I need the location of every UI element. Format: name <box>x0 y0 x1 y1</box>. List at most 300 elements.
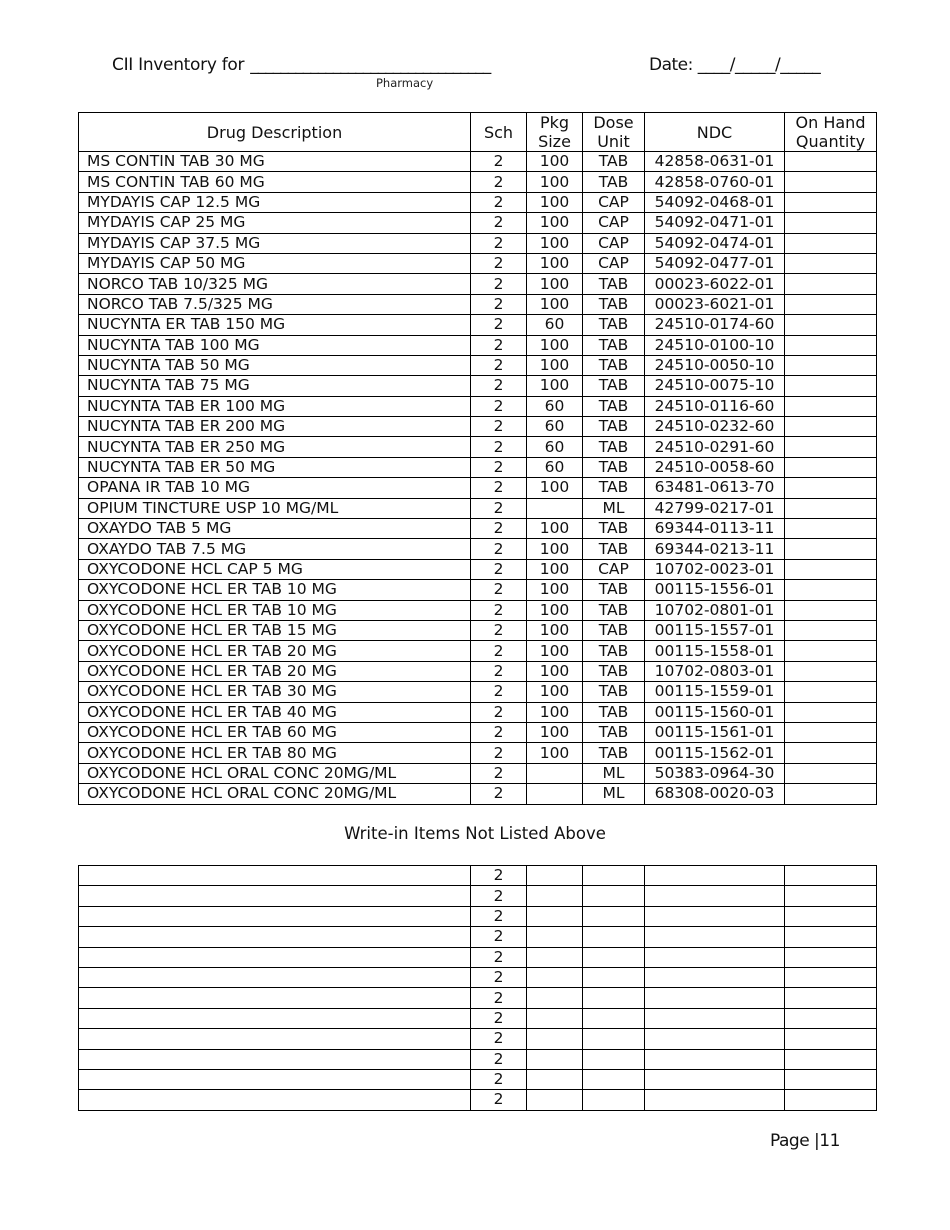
cell-on-hand-quantity[interactable] <box>785 152 877 172</box>
cell-pkg-size <box>527 784 583 804</box>
cell-sch: 2 <box>471 641 527 661</box>
table-row <box>79 315 877 335</box>
writein-row <box>79 1029 877 1049</box>
cell-dose-unit: TAB <box>583 600 645 620</box>
cell-dose-unit <box>583 967 645 987</box>
cell-dose-unit: TAB <box>583 396 645 416</box>
cell-sch: 2 <box>471 274 527 294</box>
cell-dose-unit: TAB <box>583 172 645 192</box>
cell-description[interactable] <box>79 1029 471 1049</box>
cell-ndc <box>645 1049 785 1069</box>
cell-pkg-size: 100 <box>527 702 583 722</box>
cell-sch: 2 <box>471 294 527 314</box>
cell-ndc: 24510-0232-60 <box>645 417 785 437</box>
cell-description[interactable]: OXYCODONE HCL ER TAB 20 MG <box>79 661 471 681</box>
cell-description[interactable]: NUCYNTA TAB ER 50 MG <box>79 457 471 477</box>
cell-description[interactable]: MYDAYIS CAP 12.5 MG <box>79 192 471 212</box>
cell-sch: 2 <box>471 376 527 396</box>
cell-ndc: 42858-0631-01 <box>645 152 785 172</box>
cell-dose-unit: TAB <box>583 682 645 702</box>
cell-description[interactable]: OPANA IR TAB 10 MG <box>79 478 471 498</box>
cell-ndc: 00115-1561-01 <box>645 722 785 742</box>
cell-sch: 2 <box>471 539 527 559</box>
col-header-dose-unit <box>583 113 645 152</box>
cell-ndc: 10702-0801-01 <box>645 600 785 620</box>
cell-on-hand-quantity[interactable] <box>785 661 877 681</box>
cell-sch: 2 <box>471 172 527 192</box>
cell-dose-unit: TAB <box>583 376 645 396</box>
cell-on-hand-quantity[interactable] <box>785 335 877 355</box>
writein-table <box>78 865 877 1111</box>
table-row <box>79 559 877 579</box>
cell-description[interactable] <box>79 886 471 906</box>
cell-sch: 2 <box>471 498 527 518</box>
cell-ndc: 00023-6022-01 <box>645 274 785 294</box>
cell-on-hand-quantity[interactable] <box>785 539 877 559</box>
cell-pkg-size <box>527 1029 583 1049</box>
cell-dose-unit: ML <box>583 498 645 518</box>
cell-dose-unit: CAP <box>583 233 645 253</box>
table-row <box>79 233 877 253</box>
cell-description[interactable]: NUCYNTA TAB ER 200 MG <box>79 417 471 437</box>
cell-sch: 2 <box>471 743 527 763</box>
cell-dose-unit: TAB <box>583 478 645 498</box>
cell-on-hand-quantity[interactable] <box>785 437 877 457</box>
cell-sch: 2 <box>471 1029 527 1049</box>
cell-on-hand-quantity[interactable] <box>785 580 877 600</box>
cell-ndc: 00115-1557-01 <box>645 620 785 640</box>
cell-dose-unit: TAB <box>583 294 645 314</box>
cell-description[interactable]: MYDAYIS CAP 50 MG <box>79 253 471 273</box>
cell-description[interactable] <box>79 927 471 947</box>
cell-description[interactable]: MS CONTIN TAB 30 MG <box>79 152 471 172</box>
cell-sch: 2 <box>471 478 527 498</box>
cell-dose-unit: TAB <box>583 539 645 559</box>
cell-sch: 2 <box>471 335 527 355</box>
cell-dose-unit: TAB <box>583 519 645 539</box>
cell-pkg-size: 100 <box>527 478 583 498</box>
cell-sch: 2 <box>471 886 527 906</box>
cell-pkg-size: 60 <box>527 417 583 437</box>
table-row <box>79 417 877 437</box>
cell-description[interactable]: MS CONTIN TAB 60 MG <box>79 172 471 192</box>
cell-sch: 2 <box>471 1049 527 1069</box>
cell-on-hand-quantity[interactable] <box>785 417 877 437</box>
cell-ndc <box>645 866 785 886</box>
table-row <box>79 580 877 600</box>
cell-on-hand-quantity[interactable] <box>785 192 877 212</box>
table-row <box>79 661 877 681</box>
cell-sch: 2 <box>471 906 527 926</box>
cell-dose-unit: TAB <box>583 580 645 600</box>
cell-description[interactable]: OXYCODONE HCL ER TAB 20 MG <box>79 641 471 661</box>
cell-dose-unit: CAP <box>583 559 645 579</box>
cell-on-hand-quantity[interactable] <box>785 498 877 518</box>
cell-dose-unit: CAP <box>583 192 645 212</box>
writein-row <box>79 1049 877 1069</box>
cell-sch: 2 <box>471 355 527 375</box>
table-row <box>79 213 877 233</box>
cell-pkg-size: 100 <box>527 335 583 355</box>
table-row <box>79 152 877 172</box>
cell-description[interactable] <box>79 1008 471 1028</box>
cell-sch: 2 <box>471 1090 527 1110</box>
cell-sch: 2 <box>471 682 527 702</box>
writein-row <box>79 1090 877 1110</box>
table-row <box>79 722 877 742</box>
cell-dose-unit: TAB <box>583 315 645 335</box>
inventory-title <box>112 55 490 75</box>
cell-description[interactable]: OXAYDO TAB 5 MG <box>79 519 471 539</box>
cell-dose-unit: TAB <box>583 620 645 640</box>
cell-ndc <box>645 927 785 947</box>
cell-on-hand-quantity[interactable] <box>785 172 877 192</box>
cell-description[interactable]: NUCYNTA TAB ER 250 MG <box>79 437 471 457</box>
cell-ndc <box>645 967 785 987</box>
cell-pkg-size: 100 <box>527 539 583 559</box>
col-header-on-hand <box>785 113 877 152</box>
cell-pkg-size: 100 <box>527 661 583 681</box>
cell-pkg-size <box>527 1069 583 1089</box>
cell-on-hand-quantity[interactable] <box>785 927 877 947</box>
cell-description[interactable] <box>79 967 471 987</box>
cell-description[interactable] <box>79 947 471 967</box>
cell-pkg-size: 60 <box>527 315 583 335</box>
cell-ndc: 00115-1558-01 <box>645 641 785 661</box>
cell-description[interactable] <box>79 906 471 926</box>
table-row <box>79 784 877 804</box>
writein-row <box>79 886 877 906</box>
table-row <box>79 274 877 294</box>
cell-ndc: 24510-0075-10 <box>645 376 785 396</box>
cell-dose-unit <box>583 886 645 906</box>
cell-description[interactable]: OXAYDO TAB 7.5 MG <box>79 539 471 559</box>
cell-pkg-size: 60 <box>527 396 583 416</box>
cell-description[interactable]: OXYCODONE HCL ER TAB 10 MG <box>79 600 471 620</box>
cell-dose-unit: TAB <box>583 702 645 722</box>
cell-ndc: 68308-0020-03 <box>645 784 785 804</box>
cell-sch: 2 <box>471 152 527 172</box>
cell-on-hand-quantity[interactable] <box>785 722 877 742</box>
cell-on-hand-quantity[interactable] <box>785 866 877 886</box>
cell-on-hand-quantity[interactable] <box>785 784 877 804</box>
cell-on-hand-quantity[interactable] <box>785 559 877 579</box>
cell-pkg-size <box>527 947 583 967</box>
cell-on-hand-quantity[interactable] <box>785 702 877 722</box>
cell-on-hand-quantity[interactable] <box>785 274 877 294</box>
cell-sch: 2 <box>471 722 527 742</box>
cell-ndc: 10702-0023-01 <box>645 559 785 579</box>
table-row <box>79 600 877 620</box>
pharmacy-name-line[interactable]: ________________________________ <box>250 55 491 75</box>
cell-on-hand-quantity[interactable] <box>785 1090 877 1110</box>
table-row <box>79 539 877 559</box>
cell-ndc: 00115-1556-01 <box>645 580 785 600</box>
cell-pkg-size: 100 <box>527 580 583 600</box>
date-field[interactable]: Date: ____/_____/_____ <box>649 55 821 75</box>
cell-ndc: 54092-0477-01 <box>645 253 785 273</box>
writein-row <box>79 866 877 886</box>
cell-on-hand-quantity[interactable] <box>785 396 877 416</box>
cell-description[interactable] <box>79 1090 471 1110</box>
table-row <box>79 253 877 273</box>
writein-table-body <box>79 866 877 1111</box>
cell-description[interactable]: NUCYNTA TAB 75 MG <box>79 376 471 396</box>
cell-description[interactable] <box>79 866 471 886</box>
cell-description[interactable]: NUCYNTA TAB ER 100 MG <box>79 396 471 416</box>
cell-dose-unit <box>583 927 645 947</box>
cell-pkg-size: 100 <box>527 376 583 396</box>
cell-dose-unit: TAB <box>583 335 645 355</box>
onhand-header-line1: On Hand <box>795 113 866 132</box>
cell-description[interactable]: OPIUM TINCTURE USP 10 MG/ML <box>79 498 471 518</box>
table-row <box>79 620 877 640</box>
pkg-header-line2: Size <box>538 132 571 151</box>
cell-pkg-size: 100 <box>527 722 583 742</box>
cell-ndc: 42858-0760-01 <box>645 172 785 192</box>
cell-pkg-size: 100 <box>527 355 583 375</box>
cell-on-hand-quantity[interactable] <box>785 1069 877 1089</box>
cell-on-hand-quantity[interactable] <box>785 1029 877 1049</box>
writein-row <box>79 947 877 967</box>
cell-ndc <box>645 1069 785 1089</box>
cell-sch: 2 <box>471 967 527 987</box>
cell-pkg-size: 100 <box>527 274 583 294</box>
cell-description[interactable]: MYDAYIS CAP 25 MG <box>79 213 471 233</box>
cell-ndc: 54092-0471-01 <box>645 213 785 233</box>
cell-sch: 2 <box>471 1008 527 1028</box>
writein-row <box>79 927 877 947</box>
cell-on-hand-quantity[interactable] <box>785 376 877 396</box>
dose-header-line1: Dose <box>593 113 634 132</box>
cell-sch: 2 <box>471 253 527 273</box>
cell-dose-unit: TAB <box>583 722 645 742</box>
cell-pkg-size <box>527 906 583 926</box>
cell-sch: 2 <box>471 661 527 681</box>
cell-pkg-size: 60 <box>527 457 583 477</box>
cell-on-hand-quantity[interactable] <box>785 967 877 987</box>
table-row <box>79 396 877 416</box>
cell-on-hand-quantity[interactable] <box>785 253 877 273</box>
cell-on-hand-quantity[interactable] <box>785 988 877 1008</box>
cell-ndc <box>645 1008 785 1028</box>
cell-sch: 2 <box>471 763 527 783</box>
cell-pkg-size: 100 <box>527 559 583 579</box>
cell-on-hand-quantity[interactable] <box>785 682 877 702</box>
cell-ndc <box>645 886 785 906</box>
cell-ndc: 69344-0113-11 <box>645 519 785 539</box>
cell-pkg-size <box>527 927 583 947</box>
table-row <box>79 172 877 192</box>
cell-description[interactable]: NORCO TAB 7.5/325 MG <box>79 294 471 314</box>
writein-title: Write-in Items Not Listed Above <box>344 824 606 843</box>
cell-description[interactable]: NUCYNTA ER TAB 150 MG <box>79 315 471 335</box>
cell-pkg-size: 100 <box>527 682 583 702</box>
cell-on-hand-quantity[interactable] <box>785 763 877 783</box>
cell-description[interactable]: OXYCODONE HCL ORAL CONC 20MG/ML <box>79 784 471 804</box>
table-header-row <box>79 113 877 152</box>
cell-ndc: 42799-0217-01 <box>645 498 785 518</box>
cell-on-hand-quantity[interactable] <box>785 906 877 926</box>
inventory-table <box>78 112 877 805</box>
cell-dose-unit <box>583 1049 645 1069</box>
cell-sch: 2 <box>471 988 527 1008</box>
cell-dose-unit <box>583 947 645 967</box>
cell-ndc <box>645 947 785 967</box>
col-header-pkg-size <box>527 113 583 152</box>
cell-description[interactable] <box>79 1069 471 1089</box>
cell-on-hand-quantity[interactable] <box>785 457 877 477</box>
cell-description[interactable]: OXYCODONE HCL ER TAB 40 MG <box>79 702 471 722</box>
table-row <box>79 682 877 702</box>
table-row <box>79 519 877 539</box>
cell-pkg-size: 100 <box>527 253 583 273</box>
cell-on-hand-quantity[interactable] <box>785 355 877 375</box>
table-row <box>79 457 877 477</box>
cell-ndc <box>645 906 785 926</box>
cell-dose-unit: TAB <box>583 457 645 477</box>
table-row <box>79 743 877 763</box>
cell-sch: 2 <box>471 417 527 437</box>
table-row <box>79 437 877 457</box>
inventory-table-body <box>79 152 877 805</box>
dose-header-line2: Unit <box>597 132 630 151</box>
cell-pkg-size: 100 <box>527 192 583 212</box>
cell-on-hand-quantity[interactable] <box>785 294 877 314</box>
cell-sch: 2 <box>471 947 527 967</box>
cell-description[interactable]: NORCO TAB 10/325 MG <box>79 274 471 294</box>
table-row <box>79 702 877 722</box>
cell-dose-unit: TAB <box>583 417 645 437</box>
pkg-header-line1: Pkg <box>539 113 570 132</box>
cell-on-hand-quantity[interactable] <box>785 1008 877 1028</box>
cell-description[interactable]: OXYCODONE HCL ER TAB 30 MG <box>79 682 471 702</box>
cell-on-hand-quantity[interactable] <box>785 315 877 335</box>
cell-ndc <box>645 1090 785 1110</box>
cell-pkg-size <box>527 498 583 518</box>
cell-sch: 2 <box>471 437 527 457</box>
cell-dose-unit <box>583 906 645 926</box>
cell-sch: 2 <box>471 702 527 722</box>
cell-description[interactable]: NUCYNTA TAB 100 MG <box>79 335 471 355</box>
cell-ndc: 50383-0964-30 <box>645 763 785 783</box>
table-row <box>79 478 877 498</box>
cell-ndc: 69344-0213-11 <box>645 539 785 559</box>
cell-dose-unit <box>583 1069 645 1089</box>
cell-description[interactable]: OXYCODONE HCL ER TAB 10 MG <box>79 580 471 600</box>
cell-ndc: 00023-6021-01 <box>645 294 785 314</box>
cell-on-hand-quantity[interactable] <box>785 1049 877 1069</box>
cell-description[interactable]: OXYCODONE HCL CAP 5 MG <box>79 559 471 579</box>
cell-ndc: 24510-0100-10 <box>645 335 785 355</box>
cell-sch: 2 <box>471 784 527 804</box>
cell-on-hand-quantity[interactable] <box>785 519 877 539</box>
cell-ndc: 63481-0613-70 <box>645 478 785 498</box>
cell-description[interactable]: OXYCODONE HCL ER TAB 15 MG <box>79 620 471 640</box>
cell-description[interactable]: MYDAYIS CAP 37.5 MG <box>79 233 471 253</box>
cell-on-hand-quantity[interactable] <box>785 233 877 253</box>
cell-description[interactable] <box>79 988 471 1008</box>
cell-dose-unit: TAB <box>583 661 645 681</box>
cell-ndc: 24510-0116-60 <box>645 396 785 416</box>
cell-on-hand-quantity[interactable] <box>785 620 877 640</box>
cell-pkg-size <box>527 988 583 1008</box>
cell-pkg-size <box>527 1049 583 1069</box>
cell-dose-unit: CAP <box>583 253 645 273</box>
cell-pkg-size: 100 <box>527 519 583 539</box>
cell-pkg-size: 60 <box>527 437 583 457</box>
cell-on-hand-quantity[interactable] <box>785 743 877 763</box>
writein-row <box>79 988 877 1008</box>
cell-sch: 2 <box>471 620 527 640</box>
cell-on-hand-quantity[interactable] <box>785 478 877 498</box>
writein-row <box>79 906 877 926</box>
cell-on-hand-quantity[interactable] <box>785 947 877 967</box>
cell-description[interactable]: OXYCODONE HCL ORAL CONC 20MG/ML <box>79 763 471 783</box>
col-header-ndc: NDC <box>645 113 785 152</box>
cell-ndc: 00115-1562-01 <box>645 743 785 763</box>
cell-on-hand-quantity[interactable] <box>785 600 877 620</box>
cell-ndc: 54092-0474-01 <box>645 233 785 253</box>
cell-dose-unit <box>583 988 645 1008</box>
writein-row <box>79 967 877 987</box>
cell-pkg-size: 100 <box>527 641 583 661</box>
cell-description[interactable]: OXYCODONE HCL ER TAB 80 MG <box>79 743 471 763</box>
cell-sch: 2 <box>471 580 527 600</box>
cell-on-hand-quantity[interactable] <box>785 641 877 661</box>
cell-description[interactable] <box>79 1049 471 1069</box>
cell-ndc: 24510-0058-60 <box>645 457 785 477</box>
cell-pkg-size <box>527 1008 583 1028</box>
cell-dose-unit <box>583 1008 645 1028</box>
cell-sch: 2 <box>471 396 527 416</box>
page-number: Page |11 <box>770 1131 840 1151</box>
pharmacy-label: Pharmacy <box>376 76 434 90</box>
cell-dose-unit: TAB <box>583 641 645 661</box>
cell-on-hand-quantity[interactable] <box>785 886 877 906</box>
cell-pkg-size <box>527 967 583 987</box>
cell-ndc: 00115-1559-01 <box>645 682 785 702</box>
table-row <box>79 498 877 518</box>
cell-description[interactable]: OXYCODONE HCL ER TAB 60 MG <box>79 722 471 742</box>
cell-sch: 2 <box>471 1069 527 1089</box>
table-row <box>79 355 877 375</box>
cell-dose-unit: TAB <box>583 437 645 457</box>
cell-ndc: 54092-0468-01 <box>645 192 785 212</box>
col-header-description: Drug Description <box>79 113 471 152</box>
cell-pkg-size <box>527 763 583 783</box>
cell-dose-unit <box>583 866 645 886</box>
onhand-header-line2: Quantity <box>795 132 866 151</box>
cell-description[interactable]: NUCYNTA TAB 50 MG <box>79 355 471 375</box>
cell-pkg-size <box>527 886 583 906</box>
cell-pkg-size: 100 <box>527 600 583 620</box>
cell-ndc: 10702-0803-01 <box>645 661 785 681</box>
cell-pkg-size <box>527 1090 583 1110</box>
cell-dose-unit <box>583 1090 645 1110</box>
writein-row <box>79 1008 877 1028</box>
table-row <box>79 641 877 661</box>
cell-sch: 2 <box>471 866 527 886</box>
table-row <box>79 192 877 212</box>
cell-dose-unit: ML <box>583 763 645 783</box>
table-row <box>79 335 877 355</box>
cell-ndc: 24510-0050-10 <box>645 355 785 375</box>
cell-dose-unit: CAP <box>583 213 645 233</box>
cell-on-hand-quantity[interactable] <box>785 213 877 233</box>
cell-ndc <box>645 988 785 1008</box>
cell-pkg-size: 100 <box>527 213 583 233</box>
